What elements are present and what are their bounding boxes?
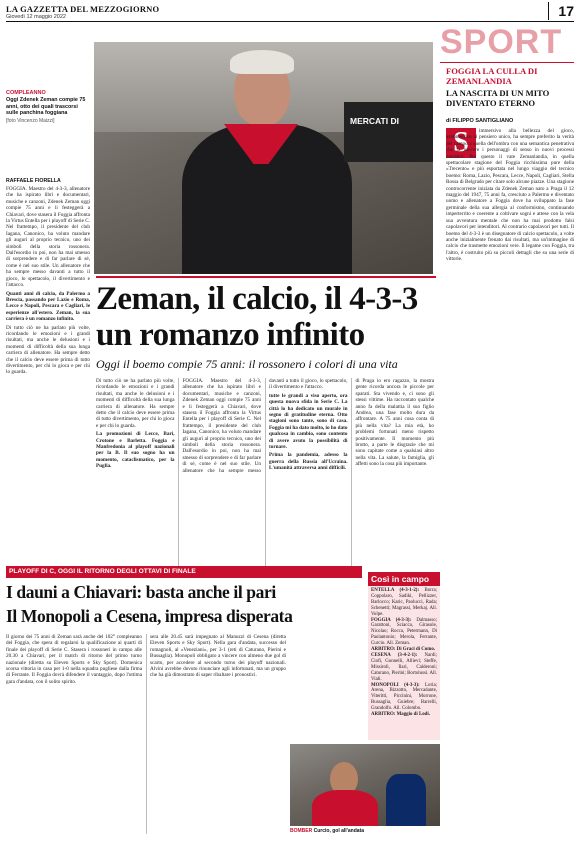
team-label: CESENA (3-4-2-1): bbox=[371, 652, 418, 658]
page-number: 17 bbox=[548, 2, 574, 20]
bomber-caption bbox=[290, 828, 440, 834]
main-headline-1: Zeman, il calcio, il 4-3-3 bbox=[96, 281, 418, 317]
main-subheadline: Oggi il boemo compie 75 anni: il rossonero i colori di una vita bbox=[96, 357, 398, 371]
bomber-photo bbox=[290, 744, 440, 826]
article-text: FOGGIA. Maestro del 4-3-3, allenatore che ha ispirato libri e documentari, musiche e canzoni, Zdenek Zeman oggi compie 75 anni e li festeggerà a Chiavari, dove stasera il Foggia affronta la Virtus Entella per i playoff di Serie C. Nel frattempo, il presidente del club Iagana, Canonico, ha voluto mandare gli auguri al proprio tecnico, uno dei simboli della storia rossonera. Dall'esordio in poi, non ha mai smesso di sorprendere e di far parlare di sé, come è nel suo stile. Un allenatore che ha sempre messo davanti a tutto il gioco, lo spettacolo, il divertimento e l'attacco. bbox=[6, 186, 90, 289]
sidebar-rule bbox=[440, 62, 574, 63]
bottom-headline-2: Il Monopoli a Cesena, impresa disperata bbox=[6, 606, 293, 626]
team-label: ENTELLA (4-3-1-2): bbox=[371, 588, 420, 593]
team-label: MONOPOLI (4-3-3): bbox=[371, 682, 420, 688]
sidebar-kicker: FOGGIA LA CULLA DI ZEMANLANDIA bbox=[446, 66, 538, 86]
main-photo bbox=[94, 42, 433, 274]
lineups-title: Così in campo bbox=[368, 572, 440, 586]
bottom-headline-1: I dauni a Chiavari: basta anche il pari bbox=[6, 582, 276, 602]
article-text: Il giorno dei 75 anni di Zeman sarà anche del 102° compleanno del Foggia, che spera di regalarsi la qualificazione ai quarti di finale dei playoff di Serie C. Stasera i rossoneri in campo alle 20.30 a Chiavari, per il match di ritorno del primo turno nazionale (diretta su Eleven Sports e Sky Sport). Domenica scorsa vittoria in casa per 1-0 nella squadra pugliese dalla firma di Ferrante. Il Foggia dovrà difendere il vantaggio, dopo l'ottima gara d'andata, con il solito spirito. bbox=[6, 634, 142, 685]
issue-date: Giovedì 12 maggio 2022 bbox=[6, 14, 66, 20]
caption-text: Oggi Zdenek Zeman compie 75 anni, otto dei quali trascorsi sulle panchina foggiana bbox=[6, 97, 86, 117]
section-bar: PLAYOFF DI C, OGGI IL RITORNO DEGLI OTTAVI DI FINALE bbox=[6, 566, 362, 578]
article-text: di Praga io ero ragazzo, la mostra gente ricorda ancora le piccole per sparati. Sta vivendo e, ci sono gli stessi vittime. Ha raccontato qualche anno fa della malattia il suo figlio Andrea, una fase molto dura da affrontare. A 75 anni cosa conta di più nella vita? La mia età, ho problemi fortunati meno rispetto positivamente. Il momento più brutto, a parte le disgrazie che mi sono capitate come a qualsiasi altro nella vita. La salute, la famiglia, gli affetti sono la cosa più importante. bbox=[355, 378, 434, 468]
team-players: Borra; Coppolaro, Sadiki, Pellizzer, Barlocco; Karic, Paolucci, Rada; Schenetti; Magrassi, Merkaj. All. Volpe. bbox=[371, 588, 437, 617]
referee: ARBITRO: Maggio di Lodi. bbox=[371, 712, 430, 718]
headline-rule bbox=[96, 276, 436, 278]
team-players: Dalmasso; Garattoni, Sciacca, Girasole, Nicolao; Rocca, Petermann, Di Paolantonio; Merola, Ferrante, Curcio. All. Zeman. bbox=[371, 617, 437, 647]
letter-s-icon: S bbox=[446, 128, 476, 158]
article-text: FOGGIA. Maestro del 4-3-3, allenatore che ha ispirato libri e documentari, musiche e canzoni, Zdenek Zeman oggi compie 75 anni e li festeggerà a Chiavari, dove stasera il Foggia affronta la Virtus Entella per i playoff di Serie C. Nel frattempo, il presidente del club Iagana, Canonico, ha voluto mandare gli auguri al proprio tecnico, uno dei simboli della storia rossonera. Dall'esordio in poi, non ha mai smesso di sorprendere e di far parlare di sé, come è nel suo stile. Un allenatore che ha sempre messo davanti a tutto il gioco, lo spettacolo, il divertimento e l'attacco. bbox=[182, 378, 348, 474]
bottom-article-body bbox=[6, 634, 286, 834]
article-column-1 bbox=[6, 186, 90, 478]
caption-label: BOMBER bbox=[290, 828, 313, 834]
article-text: sera alle 20.45 sarà impegnato al Manuzzi di Cesena (diretta Eleven Sports e Sky Sport). Nella gara d'andata, successo del romagnoli, al «Veneziani», per 3-1 (reti di Caturano, Pierini e Bussaglia). Monopoli obbligato a vincere con almeno due gol di scarto, per accedere al secondo turno dei playoff nazionali. Alvini avrebbe dovuto rinunciare agli infortunati, ma un gruppo che ha già dimostrato di saper ribaltare i pronostici. bbox=[150, 634, 286, 679]
team-players: Loria; Arena, Bizzotto, Mercadante, Viteritti, Piccinini, Morrone, Bussaglia, Guiebre; Barrelli, Grandolfo. All. Colombo. bbox=[371, 682, 437, 712]
article-subhead: La promozioni di Lecce, Bari, Crotone e Barletta. Foggia e Manfredonia al playoff nazionali per la B. Il suo sogno ha un momento, cataclismatico, per la Puglia. bbox=[96, 431, 175, 470]
lineups-box bbox=[368, 572, 440, 740]
photo-caption bbox=[6, 90, 90, 124]
photo-banner-text: MERCATI DI bbox=[350, 116, 399, 126]
caption-label: COMPLEANNO bbox=[6, 90, 46, 96]
article-subhead: Prima la pandemia, adesso la guerra della Russia all'Ucraina. L'umanità attraversa anni difficili. bbox=[269, 452, 348, 472]
caption-credit: [foto Vincenzo Maizzi] bbox=[6, 117, 55, 124]
sidebar-headline: LA NASCITA DI UN MITO DIVENTATO ETERNO bbox=[446, 88, 550, 108]
team-label: FOGGIA (4-3-3): bbox=[371, 617, 412, 623]
sidebar-author: di FILIPPO SANTIGLIANO bbox=[446, 118, 514, 124]
section-title: SPORT bbox=[440, 23, 563, 61]
main-headline-2: un romanzo infinito bbox=[96, 317, 365, 353]
author-byline: RAFFAELE FIORELLA bbox=[6, 178, 61, 184]
article-text: Di tutto ciò ne ha parlato più volte, ricordando le emozioni e i grandi risultati, ma anche le delusioni e i momenti di difficoltà della sua lunga carriera di allenatore. Ha sempre detto che il calcio deve essere prima di tutto divertimento, per chi lo gioca e per chi lo guarda. bbox=[6, 324, 90, 376]
article-subhead: tutte le grandi a viso aperto, ora questa nuova sfida in Serie C. La città lo ha dedicato un murale in segno di gratitudine eterna. Otto stagioni sono tante, sono di casa. Foggia mi ha dato molto, io ho dato qualcosa in cambio, sono contento di avere avuto la possibilità di tornare. bbox=[269, 392, 348, 451]
masthead bbox=[0, 0, 580, 61]
article-subhead: Quanti anni di calcio, da Palermo a Brescia, passando per Lazio e Roma, Lecce e Napoli, Pescara e Cagliari, le esperienze all'estero. Zeman, la sua carriera è un romanzo infinito. bbox=[6, 290, 90, 323]
sidebar-paragraph: immersivo alla bellezza del gioco, asimmetrico al pensiero unico, ha sempre preferito la verità del campo a quella dell'ombra con una semantica penetrativa che fa nascere i personaggi di senso in nuovi processi narrativi. Per questo il vate Zemanlandia, in quella spettacolare stagione del Foggia ricchissima pure della «Trecento» e più esportata nel lungo viaggio del tecnico boemo: Roma, Lazio, Pescara, Lecce, Napoli, Cagliari, Stella Rossa di Belgrado per citare solo alcune piazze. Una stagione controcorrente iniziata da Zdenek Zeman nato a Praga il 12 maggio del 1947, 75 anni fa, cresciuto a Palermo e diventato uomo e allenatore a Foggia dove ha sviluppato la fase germinale della sua allergia al conformismo, continuando imperterrito e coerente a coltivare sogni e attese con la vela sua avventura mentale che non ha mai prodotto falsi capolavori per intenditori. Al contrario capolavori per tutti. Il boemo del 4-3-3 è un disegnatore di calcio spettacolo, a volte anche inizialmente frenato dai risultati, ma un'immagine di calcio che trasmette emozioni vere. Il legame con Foggia, tra l'altro, è costruito più su piccoli dettagli che su una serie di vittorie. bbox=[446, 128, 574, 263]
sidebar-text bbox=[446, 128, 574, 834]
article-text: Di tutto ciò ne ha parlato più volte, ricordando le emozioni e i grandi risultati, ma anche le delusioni e i momenti di difficoltà della sua lunga carriera di allenatore. Ha sempre detto che il calcio deve essere prima di tutto divertimento, per chi lo gioca e per chi lo guarda. bbox=[96, 378, 175, 429]
article-body bbox=[96, 378, 434, 568]
paper-name: LA GAZZETTA DEL MEZZOGIORNO bbox=[6, 4, 160, 14]
team-players: Nardi; Ciofi, Gonnelli, Allievi; Steffe, Missiroli, Ilari, Calderoni; Caturano, Pierini; Bortolussi. All. Viali. bbox=[371, 652, 437, 682]
caption-text: Curcio, gol all'andata bbox=[313, 828, 364, 834]
referee: ARBITRO: Di Graci di Como. bbox=[371, 647, 435, 653]
